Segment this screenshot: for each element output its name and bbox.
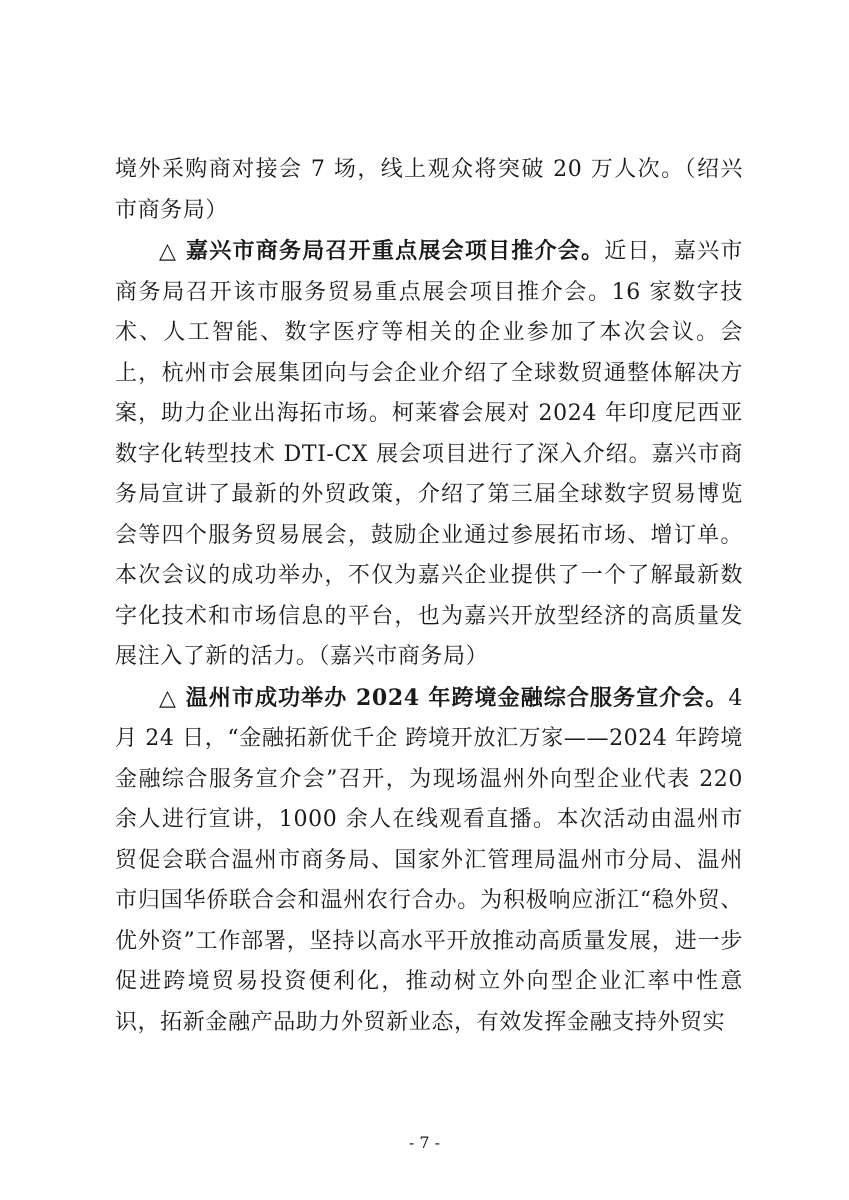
paragraph-wenzhou-finance <box>115 678 743 1044</box>
paragraph-shaoxing-continuation <box>115 150 743 231</box>
paragraph-lead-heading: △ 嘉兴市商务局召开重点展会项目推介会。 <box>159 238 605 264</box>
paragraph-jiaxing-exhibition <box>115 231 743 678</box>
paragraph-body: 4 月 24 日，“金融拓新优千企 跨境开放汇万家——2024 年跨境金融综合服务宣介会”召开，为现场温州外向型企业代表 220 余人进行宣讲，1000 余人在线观看直播。本次活动由温州市贸促会联合温州市商务局、国家外汇管理局温州市分局、温州市归国华侨联合会和温州农行合办。为积极响应浙江“稳外贸、优外资”工作部署，坚持以高水平开放推动高质量发展，进一步促进跨境贸易投资便利化，推动树立外向型企业汇率中性意识，拓新金融产品助力外贸新业态，有效发挥金融支持外贸实 <box>115 685 743 1035</box>
paragraph-body: 境外采购商对接会 7 场，线上观众将突破 20 万人次。（绍兴市商务局） <box>115 157 743 223</box>
document-body <box>115 150 743 1043</box>
page-number: - 7 - <box>408 1133 441 1152</box>
paragraph-lead-heading: △ 温州市成功举办 2024 年跨境金融综合服务宣介会。 <box>159 684 729 711</box>
paragraph-body: 近日，嘉兴市商务局召开该市服务贸易重点展会项目推介会。16 家数字技术、人工智能、数字医疗等相关的企业参加了本次会议。会上，杭州市会展集团向与会企业介绍了全球数贸通整体解决方案，助力企业出海拓市场。柯莱睿会展对 2024 年印度尼西亚数字化转型技术 DTI-CX 展会项目进行了深入介绍。嘉兴市商务局宣讲了最新的外贸政策，介绍了第三届全球数字贸易博览会等四个服务贸易展会，鼓励企业通过参展拓市场、增订单。本次会议的成功举办，不仅为嘉兴企业提供了一个了解最新数字化技术和市场信息的平台，也为嘉兴开放型经济的高质量发展注入了新的活力。（嘉兴市商务局） <box>115 239 743 669</box>
